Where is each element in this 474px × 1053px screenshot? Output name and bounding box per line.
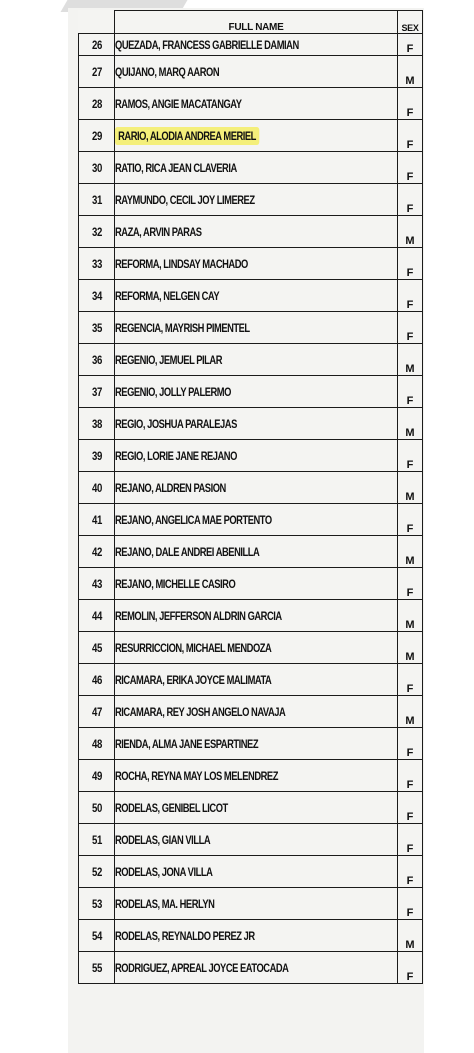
row-number: 39 bbox=[82, 440, 111, 472]
table-row bbox=[79, 440, 423, 472]
student-name: REGIO, LORIE JANE REJANO bbox=[115, 448, 237, 463]
student-name-cell bbox=[115, 600, 398, 632]
student-name-cell bbox=[115, 696, 398, 728]
table-row bbox=[79, 312, 423, 344]
row-number: 41 bbox=[82, 504, 111, 536]
table-row bbox=[79, 504, 423, 536]
student-name-cell bbox=[115, 408, 398, 440]
table-row bbox=[79, 728, 423, 760]
student-name-cell bbox=[115, 56, 398, 88]
table-row bbox=[79, 216, 423, 248]
student-sex: M bbox=[398, 216, 423, 248]
table-row bbox=[79, 952, 423, 984]
student-name-cell bbox=[115, 216, 398, 248]
student-sex: F bbox=[398, 568, 423, 600]
row-number: 38 bbox=[82, 408, 111, 440]
table-row bbox=[79, 408, 423, 440]
student-name-cell bbox=[115, 568, 398, 600]
student-name-cell bbox=[115, 248, 398, 280]
student-name: RODELAS, JONA VILLA bbox=[115, 864, 213, 879]
student-name-cell bbox=[115, 792, 398, 824]
student-sex: M bbox=[398, 536, 423, 568]
student-name: REGENIO, JOLLY PALERMO bbox=[115, 384, 231, 399]
row-number: 37 bbox=[82, 376, 111, 408]
student-sex: M bbox=[398, 408, 423, 440]
student-name: QUEZADA, FRANCESS GABRIELLE DAMIAN bbox=[115, 37, 299, 52]
row-number: 35 bbox=[82, 312, 111, 344]
row-number: 46 bbox=[82, 664, 111, 696]
table-row bbox=[79, 34, 423, 56]
student-sex: M bbox=[398, 920, 423, 952]
student-sex: F bbox=[398, 88, 423, 120]
table-row bbox=[79, 792, 423, 824]
table-row bbox=[79, 472, 423, 504]
student-sex: M bbox=[398, 600, 423, 632]
student-name: REGIO, JOSHUA PARALEJAS bbox=[115, 416, 237, 431]
student-sex: F bbox=[398, 152, 423, 184]
row-number: 51 bbox=[82, 824, 111, 856]
row-number: 53 bbox=[82, 888, 111, 920]
highlighted-student-name: RARIO, ALODIA ANDREA MERIEL bbox=[115, 127, 259, 145]
row-number: 54 bbox=[82, 920, 111, 952]
row-number: 42 bbox=[82, 536, 111, 568]
row-number: 47 bbox=[82, 696, 111, 728]
row-number: 45 bbox=[82, 632, 111, 664]
table-row bbox=[79, 856, 423, 888]
row-number: 26 bbox=[82, 34, 111, 56]
student-name: RIENDA, ALMA JANE ESPARTINEZ bbox=[115, 736, 259, 751]
row-number: 52 bbox=[82, 856, 111, 888]
student-sex: M bbox=[398, 56, 423, 88]
header-sex: SEX bbox=[398, 11, 423, 34]
table-row bbox=[79, 632, 423, 664]
student-sex: F bbox=[398, 824, 423, 856]
table-row bbox=[79, 696, 423, 728]
student-name-cell bbox=[115, 856, 398, 888]
table-header-row bbox=[79, 11, 423, 34]
student-name-cell bbox=[115, 152, 398, 184]
student-name-cell bbox=[115, 920, 398, 952]
student-sex: F bbox=[398, 184, 423, 216]
student-sex: F bbox=[398, 280, 423, 312]
row-number: 50 bbox=[82, 792, 111, 824]
student-name: RODELAS, MA. HERLYN bbox=[115, 896, 215, 911]
row-number: 29 bbox=[82, 120, 111, 152]
student-sex: F bbox=[398, 792, 423, 824]
table-row bbox=[79, 280, 423, 312]
row-number: 43 bbox=[82, 568, 111, 600]
student-name: RAZA, ARVIN PARAS bbox=[115, 224, 202, 239]
row-number: 34 bbox=[82, 280, 111, 312]
student-name: RODRIGUEZ, APREAL JOYCE EATOCADA bbox=[115, 960, 289, 975]
table-row bbox=[79, 664, 423, 696]
student-name: REFORMA, LINDSAY MACHADO bbox=[115, 256, 248, 271]
student-sex: F bbox=[398, 760, 423, 792]
row-number: 49 bbox=[82, 760, 111, 792]
student-sex: F bbox=[398, 504, 423, 536]
student-sex: M bbox=[398, 344, 423, 376]
table-row bbox=[79, 56, 423, 88]
student-name: REJANO, ALDREN PASION bbox=[115, 480, 226, 495]
student-name: RICAMARA, ERIKA JOYCE MALIMATA bbox=[115, 672, 272, 687]
student-name-cell bbox=[115, 952, 398, 984]
student-name: REGENIO, JEMUEL PILAR bbox=[115, 352, 223, 367]
header-number bbox=[79, 11, 115, 34]
student-name: REJANO, DALE ANDREI ABENILLA bbox=[115, 544, 260, 559]
row-number: 31 bbox=[82, 184, 111, 216]
student-name: REGENCIA, MAYRISH PIMENTEL bbox=[115, 320, 250, 335]
student-name-cell bbox=[115, 728, 398, 760]
table-row bbox=[79, 760, 423, 792]
student-name-cell bbox=[115, 184, 398, 216]
student-sex: F bbox=[398, 856, 423, 888]
student-name-cell bbox=[115, 760, 398, 792]
table-row bbox=[79, 568, 423, 600]
row-number: 44 bbox=[82, 600, 111, 632]
student-name-cell bbox=[115, 824, 398, 856]
row-number: 33 bbox=[82, 248, 111, 280]
student-name-cell bbox=[115, 536, 398, 568]
student-name: ROCHA, REYNA MAY LOS MELENDREZ bbox=[115, 768, 278, 783]
student-sex: F bbox=[398, 120, 423, 152]
student-name-cell bbox=[115, 120, 398, 152]
roster-body bbox=[79, 34, 423, 984]
row-number: 36 bbox=[82, 344, 111, 376]
student-name-cell bbox=[115, 376, 398, 408]
table-row bbox=[79, 888, 423, 920]
table-row bbox=[79, 920, 423, 952]
student-name: RODELAS, GIAN VILLA bbox=[115, 832, 211, 847]
student-name-cell bbox=[115, 34, 398, 56]
table-row bbox=[79, 536, 423, 568]
student-sex: F bbox=[398, 440, 423, 472]
student-name-cell bbox=[115, 440, 398, 472]
table-row bbox=[79, 88, 423, 120]
table-row bbox=[79, 824, 423, 856]
student-name: RATIO, RICA JEAN CLAVERIA bbox=[115, 160, 237, 175]
student-name: REMOLIN, JEFFERSON ALDRIN GARCIA bbox=[115, 608, 282, 623]
student-sex: M bbox=[398, 696, 423, 728]
student-sex: F bbox=[398, 248, 423, 280]
student-name: REJANO, MICHELLE CASIRO bbox=[115, 576, 236, 591]
row-number: 48 bbox=[82, 728, 111, 760]
table-row bbox=[79, 344, 423, 376]
table-row bbox=[79, 600, 423, 632]
student-roster-table bbox=[78, 10, 423, 984]
student-sex: M bbox=[398, 632, 423, 664]
row-number: 27 bbox=[82, 56, 111, 88]
student-sex: F bbox=[398, 664, 423, 696]
student-name: QUIJANO, MARQ AARON bbox=[115, 64, 220, 79]
row-number: 40 bbox=[82, 472, 111, 504]
student-name: RICAMARA, REY JOSH ANGELO NAVAJA bbox=[115, 704, 286, 719]
student-sex: F bbox=[398, 34, 423, 56]
row-number: 32 bbox=[82, 216, 111, 248]
student-name: RAYMUNDO, CECIL JOY LIMEREZ bbox=[115, 192, 255, 207]
student-sex: F bbox=[398, 312, 423, 344]
student-name-cell bbox=[115, 280, 398, 312]
student-name: REJANO, ANGELICA MAE PORTENTO bbox=[115, 512, 272, 527]
table-row bbox=[79, 152, 423, 184]
student-sex: F bbox=[398, 888, 423, 920]
student-name-cell bbox=[115, 664, 398, 696]
student-name: RODELAS, REYNALDO PEREZ JR bbox=[115, 928, 255, 943]
row-number: 55 bbox=[82, 952, 111, 984]
student-sex: F bbox=[398, 952, 423, 984]
table-row bbox=[79, 376, 423, 408]
student-name-cell bbox=[115, 88, 398, 120]
student-name: RAMOS, ANGIE MACATANGAY bbox=[115, 96, 242, 111]
student-name: RODELAS, GENIBEL LICOT bbox=[115, 800, 228, 815]
student-name-cell bbox=[115, 472, 398, 504]
student-name-cell bbox=[115, 888, 398, 920]
student-name: RESURRICCION, MICHAEL MENDOZA bbox=[115, 640, 272, 655]
table-row bbox=[79, 248, 423, 280]
row-number: 28 bbox=[82, 88, 111, 120]
student-name-cell bbox=[115, 312, 398, 344]
table-row bbox=[79, 120, 423, 152]
student-sex: F bbox=[398, 728, 423, 760]
table-row bbox=[79, 184, 423, 216]
row-number: 30 bbox=[82, 152, 111, 184]
student-sex: F bbox=[398, 376, 423, 408]
student-name-cell bbox=[115, 632, 398, 664]
student-name-cell bbox=[115, 344, 398, 376]
header-full-name: FULL NAME bbox=[115, 11, 398, 34]
student-sex: M bbox=[398, 472, 423, 504]
student-name: REFORMA, NELGEN CAY bbox=[115, 288, 220, 303]
student-name-cell bbox=[115, 504, 398, 536]
